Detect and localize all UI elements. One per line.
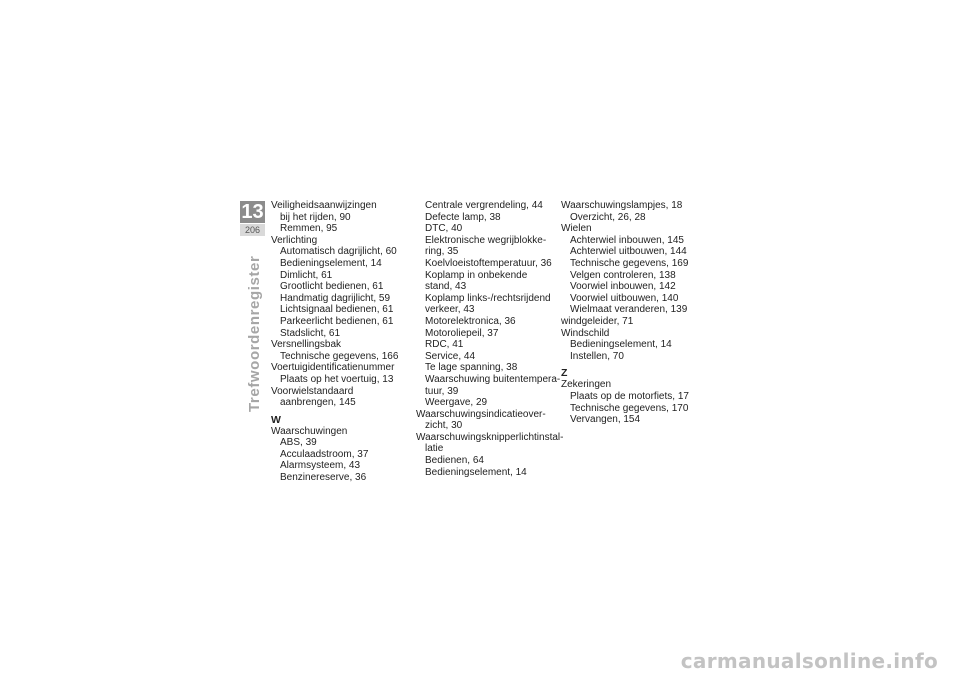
index-column-1 [271, 200, 411, 484]
index-subentry: RDC, 41 [425, 339, 464, 351]
index-column-3 [561, 200, 701, 426]
index-subentry: Plaats op het voertuig, 13 [280, 373, 394, 385]
index-subentry: ring, 35 [425, 246, 459, 258]
index-subentry: Defecte lamp, 38 [425, 211, 501, 223]
index-subentry: aanbrengen, 145 [280, 397, 356, 409]
index-entry: Veiligheidsaanwijzingen [271, 200, 377, 211]
index-subentry: Koplamp links-/rechtsrijdend [425, 292, 551, 304]
index-subentry: Waarschuwing buitentempera- [425, 373, 561, 385]
chapter-title: Trefwoordenregister [246, 255, 263, 412]
index-subentry: Plaats op de motorfiets, 17 [570, 390, 689, 402]
index-subentry: Stadslicht, 61 [280, 327, 341, 339]
index-entry: Waarschuwingen [271, 425, 348, 437]
index-subentry: Wielmaat veranderen, 139 [570, 304, 688, 316]
index-subentry: Parkeerlicht bedienen, 61 [280, 315, 394, 327]
index-subentry: Automatisch dagrijlicht, 60 [280, 246, 397, 258]
index-letter-heading: Z [561, 367, 568, 380]
index-subentry: Service, 44 [425, 350, 476, 362]
index-subentry: verkeer, 43 [425, 304, 475, 316]
index-entry: Voertuigidentificatienummer [271, 362, 395, 374]
index-subentry: Technische gegevens, 166 [280, 350, 399, 362]
index-subentry: Remmen, 95 [280, 223, 338, 235]
index-subentry: ABS, 39 [280, 437, 317, 449]
index-subentry: zicht, 30 [425, 420, 463, 432]
index-subentry: Koelvloeistoftemperatuur, 36 [425, 257, 552, 269]
index-subentry: Dimlicht, 61 [280, 269, 333, 281]
index-subentry: stand, 43 [425, 281, 467, 293]
index-entry: windgeleider, 71 [561, 315, 634, 327]
index-subentry: Acculaadstroom, 37 [280, 448, 369, 460]
index-entry: Windschild [561, 327, 610, 339]
index-subentry: Technische gegevens, 170 [570, 402, 689, 414]
watermark: carmanualsonline.info [680, 649, 938, 673]
chapter-number: 13 [241, 201, 264, 223]
index-letter-heading: W [271, 413, 281, 426]
index-subentry: Achterwiel inbouwen, 145 [570, 234, 684, 246]
index-entry: Wielen [561, 223, 592, 235]
index-entry: Zekeringen [561, 379, 612, 391]
index-entry: Verlichting [271, 234, 318, 246]
chapter-tab [240, 201, 265, 236]
index-subentry: Voorwiel uitbouwen, 140 [570, 292, 679, 304]
index-entry: Waarschuwingsindicatieover- [416, 408, 546, 420]
index-subentry: Bedieningselement, 14 [425, 466, 527, 478]
index-subentry: Vervangen, 154 [570, 414, 641, 426]
index-subentry: Te lage spanning, 38 [425, 362, 518, 374]
index-entry: Versnellingsbak [271, 339, 342, 351]
index-subentry: Elektronische wegrijblokke- [425, 234, 547, 246]
index-subentry: Bedienen, 64 [425, 455, 484, 467]
index-subentry: tuur, 39 [425, 385, 459, 397]
index-subentry: latie [425, 443, 444, 455]
index-subentry: Bedieningselement, 14 [570, 339, 672, 351]
index-subentry: Technische gegevens, 169 [570, 257, 689, 269]
index-subentry: DTC, 40 [425, 223, 463, 235]
index-subentry: Bedieningselement, 14 [280, 257, 382, 269]
index-subentry: Instellen, 70 [570, 350, 624, 362]
index-column-2 [416, 200, 564, 478]
index-subentry: Alarmsysteem, 43 [280, 460, 361, 472]
page-number: 206 [240, 224, 265, 236]
index-subentry: Motoroliepeil, 37 [425, 327, 499, 339]
index-subentry: Benzinereserve, 36 [280, 472, 367, 484]
index-subentry: Motorelektronica, 36 [425, 315, 516, 327]
index-subentry: Velgen controleren, 138 [570, 269, 676, 281]
index-subentry: Overzicht, 26, 28 [570, 211, 646, 223]
index-subentry: Centrale vergrendeling, 44 [425, 200, 543, 211]
index-subentry: Grootlicht bedienen, 61 [280, 281, 384, 293]
index-subentry: Koplamp in onbekende [425, 269, 528, 281]
index-subentry: Voorwiel inbouwen, 142 [570, 281, 676, 293]
index-subentry: bij het rijden, 90 [280, 211, 351, 223]
index-subentry: Handmatig dagrijlicht, 59 [280, 292, 391, 304]
index-subentry: Weergave, 29 [425, 397, 488, 409]
index-entry: Waarschuwingsknipperlichtinstal- [416, 431, 564, 443]
index-subentry: Lichtsignaal bedienen, 61 [280, 304, 394, 316]
index-subentry: Achterwiel uitbouwen, 144 [570, 246, 687, 258]
index-entry: Voorwielstandaard [271, 385, 354, 397]
index-entry: Waarschuwingslampjes, 18 [561, 200, 683, 211]
